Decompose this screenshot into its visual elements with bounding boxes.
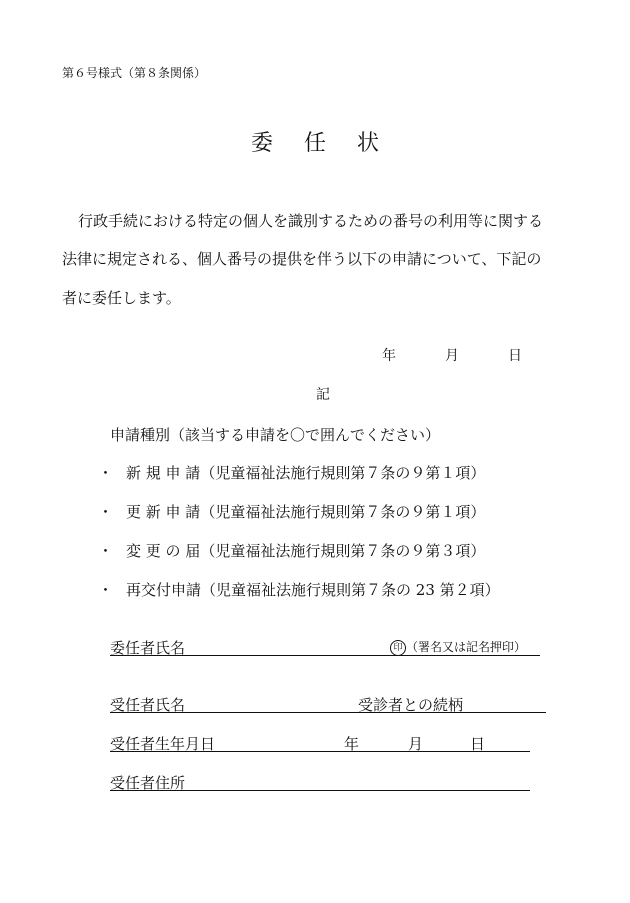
application-basis: （児童福祉法施行規則第７条の 23 第２項） [201, 581, 500, 599]
delegate-birthdate-label: 受任者生年月日 [110, 735, 216, 753]
application-item-change [98, 540, 485, 561]
application-type-heading: 申請種別（該当する申請を〇で囲んでください） [110, 426, 441, 444]
seal-note: （署名又は記名押印） [406, 640, 527, 654]
application-basis: （児童福祉法施行規則第７条の９第１項） [200, 464, 486, 482]
bullet: ・ [98, 503, 114, 521]
paragraph-line: 者に委任します。 [62, 289, 181, 307]
application-item-renewal [98, 501, 485, 522]
application-item-new [98, 462, 485, 483]
title-char: 状 [357, 131, 380, 156]
bullet: ・ [98, 581, 114, 599]
application-name: 更 新 申 請 [126, 503, 201, 521]
bullet: ・ [98, 542, 114, 560]
document-title [0, 126, 630, 157]
application-basis: （児童福祉法施行規則第７条の９第３項） [200, 542, 486, 560]
delegator-name-field[interactable] [110, 655, 540, 656]
birth-month-label: 月 [408, 735, 424, 753]
application-name: 新 規 申 請 [126, 464, 201, 482]
seal-icon: 印 [390, 640, 406, 656]
date-day-label: 日 [508, 348, 522, 364]
birth-year-label: 年 [344, 735, 360, 753]
delegate-address-label: 受任者住所 [110, 774, 186, 792]
delegate-name-field[interactable] [110, 712, 546, 713]
delegate-birthdate-field[interactable] [110, 751, 530, 752]
title-char: 委 [250, 131, 273, 156]
delegate-name-label: 受任者氏名 [110, 696, 186, 714]
relationship-label: 受診者との続柄 [358, 696, 464, 714]
ki-heading: 記 [316, 387, 330, 403]
form-number: 第６号様式（第８条関係） [62, 66, 207, 80]
delegate-address-field[interactable] [110, 790, 530, 791]
application-item-reissue [98, 579, 500, 600]
title-char: 任 [303, 131, 326, 156]
delegator-name-label: 委任者氏名 [110, 639, 186, 657]
paragraph-line: 行政手続における特定の個人を識別するための番号の利用等に関する [78, 212, 544, 230]
paragraph-line: 法律に規定される、個人番号の提供を伴う以下の申請について、下記の [62, 250, 542, 268]
seal-area [390, 638, 526, 656]
application-basis: （児童福祉法施行規則第７条の９第１項） [200, 503, 486, 521]
date-year-label: 年 [382, 348, 396, 364]
application-name: 変 更 の 届 [126, 542, 201, 560]
birth-day-label: 日 [470, 735, 486, 753]
date-month-label: 月 [445, 348, 459, 364]
application-name: 再交付申請 [126, 581, 202, 599]
bullet: ・ [98, 464, 114, 482]
